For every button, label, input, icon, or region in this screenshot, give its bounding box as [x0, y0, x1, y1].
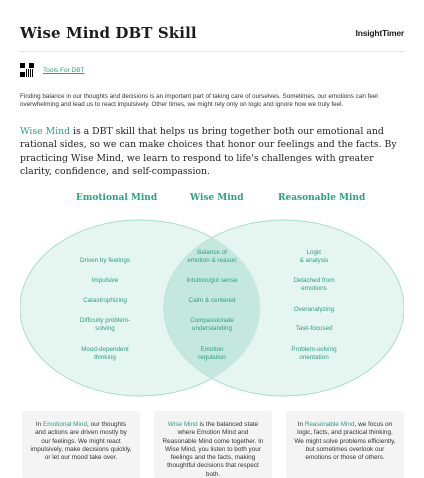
- card-prefix: In: [35, 421, 43, 428]
- page-title: Wise Mind DBT Skill: [20, 24, 197, 42]
- emotional-mind-card: [22, 411, 140, 478]
- emotional-item-5: Mood-dependent thinking: [81, 346, 129, 361]
- wise-mind-card: [154, 411, 272, 478]
- reasonable-item-1: Logic & analysis: [299, 249, 329, 264]
- emotional-item-1: Driven by feelings: [79, 257, 131, 264]
- wise-item-1: Balance of emotion & reason: [187, 249, 237, 264]
- card-term: Reasonable Mind: [304, 421, 355, 428]
- emotional-item-3: Catastrophizing: [83, 297, 127, 304]
- lead-term: Wise Mind: [20, 126, 71, 137]
- wise-mind-heading: Wise Mind: [190, 193, 244, 203]
- card-text: , our thoughts and actions are driven mostly by our feelings. We might react impulsively, make decisions quickly, or let our mood take over.: [30, 421, 132, 462]
- lead-paragraph: [20, 125, 404, 179]
- wise-item-3: Calm & centered: [188, 297, 236, 304]
- card-text: is the balanced state where Emotion Mind and Reasonable Mind come together. In Wise Mind, you listen to both your feelings and the facts, making thoughtful decisions that respect both.: [162, 421, 264, 478]
- intro-paragraph: Finding balance in our thoughts and decisions is an important part of taking care of ourselves. Sometimes, our emotions can feel overwhelming and lead us to react impulsively. Other times, we might rely only on logic and ignore how we truly feel.: [20, 93, 378, 109]
- reasonable-mind-heading: Reasonable Mind: [278, 193, 366, 203]
- wise-item-4: Compassionate understanding: [190, 317, 234, 332]
- lead-text: is a DBT skill that helps us bring together both our emotional and rational sides, so we can make choices that honor our feelings and the facts. By practicing Wise Mind, we learn to respond to life's challenges with greater clarity, confidence, and self-compassion.: [20, 126, 397, 178]
- reasonable-mind-card: [286, 411, 404, 478]
- brand-logo[interactable]: InsightTimer: [355, 28, 404, 38]
- emotional-item-4: Difficulty problem- solving: [79, 317, 131, 332]
- reasonable-item-4: Task-focused: [295, 325, 333, 332]
- tools-for-dbt-link[interactable]: Tools For DBT: [43, 67, 85, 74]
- reasonable-item-3: Overanalyzing: [293, 306, 335, 313]
- header-divider: [20, 51, 404, 52]
- reasonable-item-2: Detached from emotions: [293, 277, 335, 292]
- emotional-item-2: Impulsive: [91, 277, 119, 284]
- emotional-mind-heading: Emotional Mind: [76, 193, 158, 203]
- reasonable-item-5: Problem-solving orientation: [291, 346, 337, 361]
- page-header: [20, 24, 404, 48]
- wise-item-2: Intuition/gut sense: [186, 277, 238, 284]
- card-prefix: In: [297, 421, 305, 428]
- wise-item-5: Emotion regulation: [198, 346, 226, 361]
- qr-code-icon: [20, 63, 34, 77]
- card-term: Wise Mind: [167, 421, 198, 428]
- card-text: , we focus on logic, facts, and practical thinking. We might solve problems efficiently, but sometimes overlook our emotions or those of others.: [294, 421, 396, 462]
- card-term: Emotional Mind: [42, 421, 88, 428]
